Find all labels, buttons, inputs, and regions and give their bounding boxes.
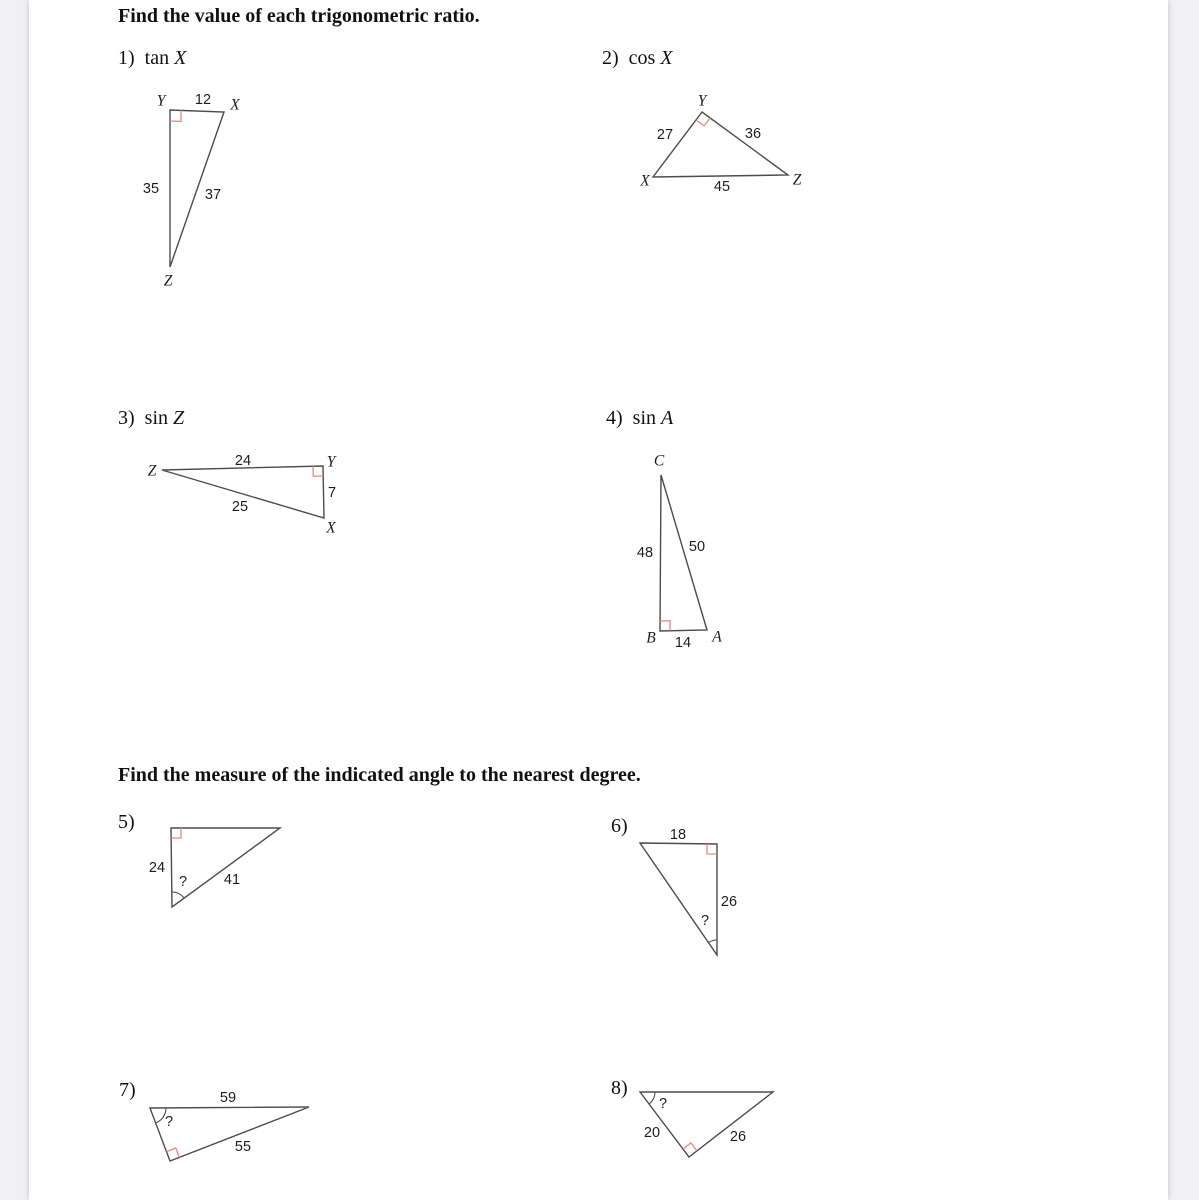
svg-text:36: 36 (744, 126, 762, 142)
svg-text:18: 18 (669, 827, 687, 843)
svg-text:Z: Z (147, 462, 157, 480)
problem-4-number: 4) (606, 407, 623, 429)
svg-text:?: ? (700, 913, 710, 929)
svg-text:Z: Z (163, 272, 173, 290)
svg-text:Y: Y (326, 453, 336, 471)
problem-5-figure (113, 808, 308, 918)
problem-8-number: 8) (611, 1077, 628, 1099)
svg-text:X: X (230, 96, 240, 114)
svg-text:B: B (646, 629, 656, 647)
svg-text:X: X (640, 172, 650, 190)
problem-4-function: sin (632, 407, 657, 429)
problem-3-figure (138, 443, 353, 538)
problem-8-figure (608, 1076, 808, 1171)
svg-text:12: 12 (194, 92, 212, 108)
svg-text:37: 37 (204, 187, 222, 203)
problem-1-header (118, 46, 186, 70)
problem-1-number: 1) (118, 47, 135, 69)
svg-text:7: 7 (327, 485, 337, 501)
svg-text:?: ? (164, 1114, 174, 1130)
section-title-ratios: Find the value of each trigonometric ratio. (118, 5, 480, 27)
problem-1-variable: X (174, 47, 187, 69)
problem-7-figure (118, 1078, 333, 1173)
problem-4-figure (628, 448, 743, 658)
problem-1-function: tan (144, 47, 170, 69)
svg-text:14: 14 (674, 635, 692, 651)
svg-text:Y: Y (156, 92, 166, 110)
svg-text:X: X (326, 519, 336, 537)
svg-text:?: ? (658, 1096, 668, 1112)
svg-text:24: 24 (148, 860, 166, 876)
svg-text:?: ? (178, 874, 188, 890)
problem-2-number: 2) (602, 47, 619, 69)
svg-text:41: 41 (223, 872, 241, 888)
problem-6-figure (613, 813, 758, 968)
svg-text:26: 26 (720, 894, 738, 910)
svg-text:Y: Y (697, 92, 707, 110)
problem-4-variable: A (661, 407, 674, 429)
problem-7-number: 7) (119, 1079, 136, 1101)
problem-1-figure (140, 88, 255, 293)
problem-3-header (118, 406, 184, 430)
svg-text:27: 27 (656, 127, 674, 143)
problem-5-number: 5) (118, 811, 135, 833)
problem-4-header (606, 406, 673, 430)
svg-text:35: 35 (142, 181, 160, 197)
problem-2-figure (628, 92, 823, 195)
problem-2-variable: X (660, 47, 673, 69)
svg-text:24: 24 (234, 453, 252, 469)
problem-2-header (602, 46, 673, 70)
svg-text:A: A (712, 628, 722, 646)
svg-text:45: 45 (713, 179, 731, 195)
svg-text:26: 26 (729, 1129, 747, 1145)
section-title-angles: Find the measure of the indicated angle to the nearest degree. (118, 764, 641, 786)
problem-3-variable: Z (173, 407, 185, 429)
svg-text:50: 50 (688, 539, 706, 555)
problem-2-function: cos (628, 47, 656, 69)
svg-text:C: C (653, 452, 665, 470)
svg-text:55: 55 (234, 1139, 252, 1155)
svg-text:20: 20 (643, 1125, 661, 1141)
svg-text:59: 59 (219, 1090, 237, 1106)
svg-text:Z: Z (792, 171, 802, 189)
problem-3-function: sin (144, 407, 169, 429)
svg-text:25: 25 (231, 499, 249, 515)
problem-3-number: 3) (118, 407, 135, 429)
svg-text:48: 48 (636, 545, 654, 561)
problem-6-number: 6) (611, 815, 628, 837)
